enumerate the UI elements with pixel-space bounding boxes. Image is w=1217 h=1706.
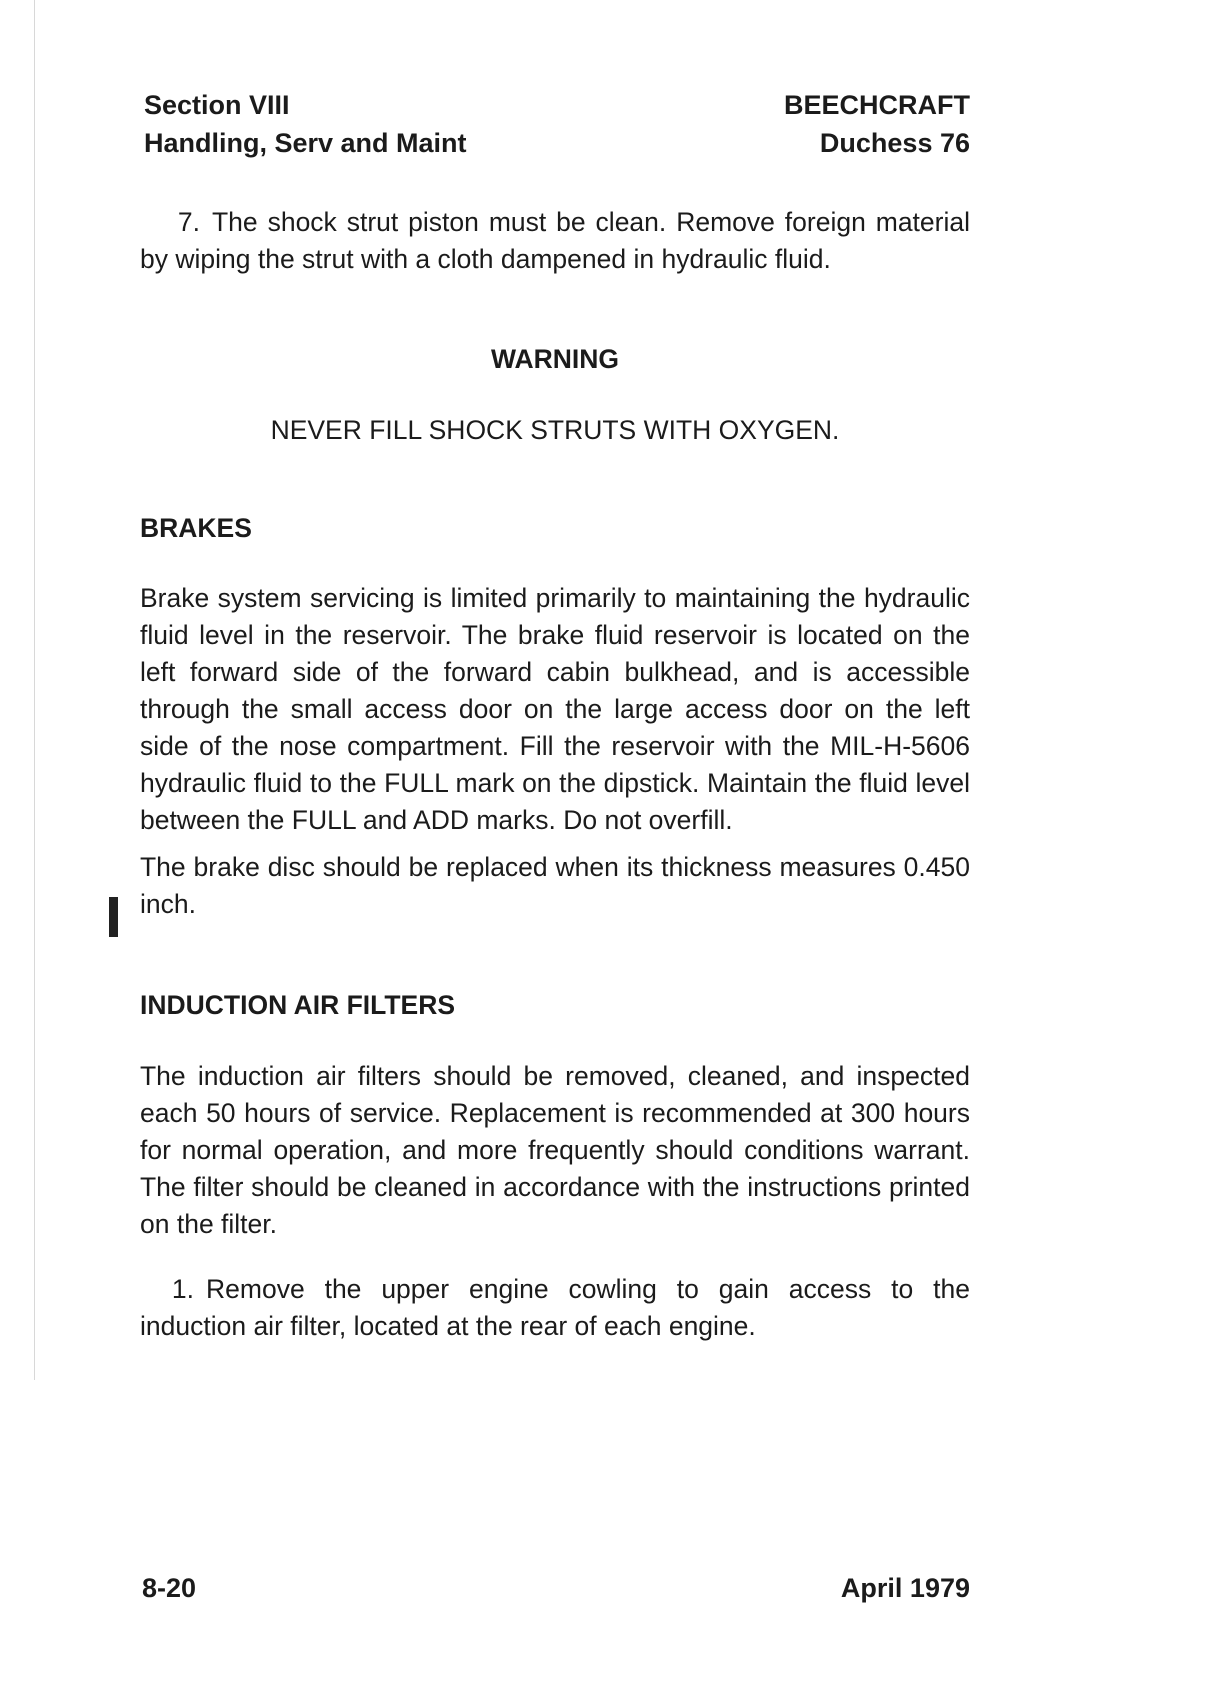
brakes-paragraph-1: Brake system servicing is limited primarily to maintaining the hydraulic fluid level in the reservoir. The brake fluid reservoir is located on the left forward side of the forward cabin bulkhead, and is accessible through the small access door on the large access door on the left side of the nose compartment. Fill the reservoir with the MIL-H-5606 hydraulic fluid to the FULL mark on the dipstick. Maintain the fluid level between the FULL and ADD marks. Do not overfill.	[140, 583, 970, 835]
revision-date: April 1979	[840, 1573, 970, 1603]
revision-change-bar	[109, 897, 118, 937]
induction-step-1-text: Remove the upper engine cowling to gain access to the induction air filter, located at the rear of each engine.	[140, 1274, 970, 1341]
induction-paragraph-1: The induction air filters should be removed, cleaned, and inspected each 50 hours of service. Replacement is recommended at 300 hours for normal operation, and more frequently should conditions warrant. The filter should be cleaned in accordance with the instructions printed on the filter.	[140, 1061, 970, 1239]
page-number: 8-20	[142, 1573, 197, 1603]
induction-heading: INDUCTION AIR FILTERS	[140, 990, 456, 1020]
scan-edge	[34, 0, 35, 1380]
brakes-heading: BRAKES	[140, 513, 252, 543]
step-7	[140, 204, 970, 278]
brakes-paragraph-2: The brake disc should be replaced when its thickness measures 0.450 inch.	[140, 852, 970, 919]
header-left	[144, 86, 467, 162]
section-label: Section VIII	[144, 90, 290, 120]
header-right	[784, 86, 970, 162]
brand-label: BEECHCRAFT	[784, 90, 970, 120]
warning-text: NEVER FILL SHOCK STRUTS WITH OXYGEN.	[270, 415, 840, 445]
warning-title: WARNING	[490, 344, 620, 374]
subsection-label: Handling, Serv and Maint	[144, 128, 467, 158]
step-7-text: The shock strut piston must be clean. Remove foreign material by wiping the strut with a cloth dampened in hydraulic fluid.	[140, 207, 970, 274]
page-header	[140, 86, 970, 166]
manual-page	[140, 86, 970, 1345]
induction-step-1	[140, 1271, 970, 1345]
model-label: Duchess 76	[819, 128, 970, 158]
step-7-number: 7.	[177, 207, 200, 237]
page-footer	[140, 1573, 970, 1613]
induction-step-1-number: 1.	[171, 1274, 194, 1304]
